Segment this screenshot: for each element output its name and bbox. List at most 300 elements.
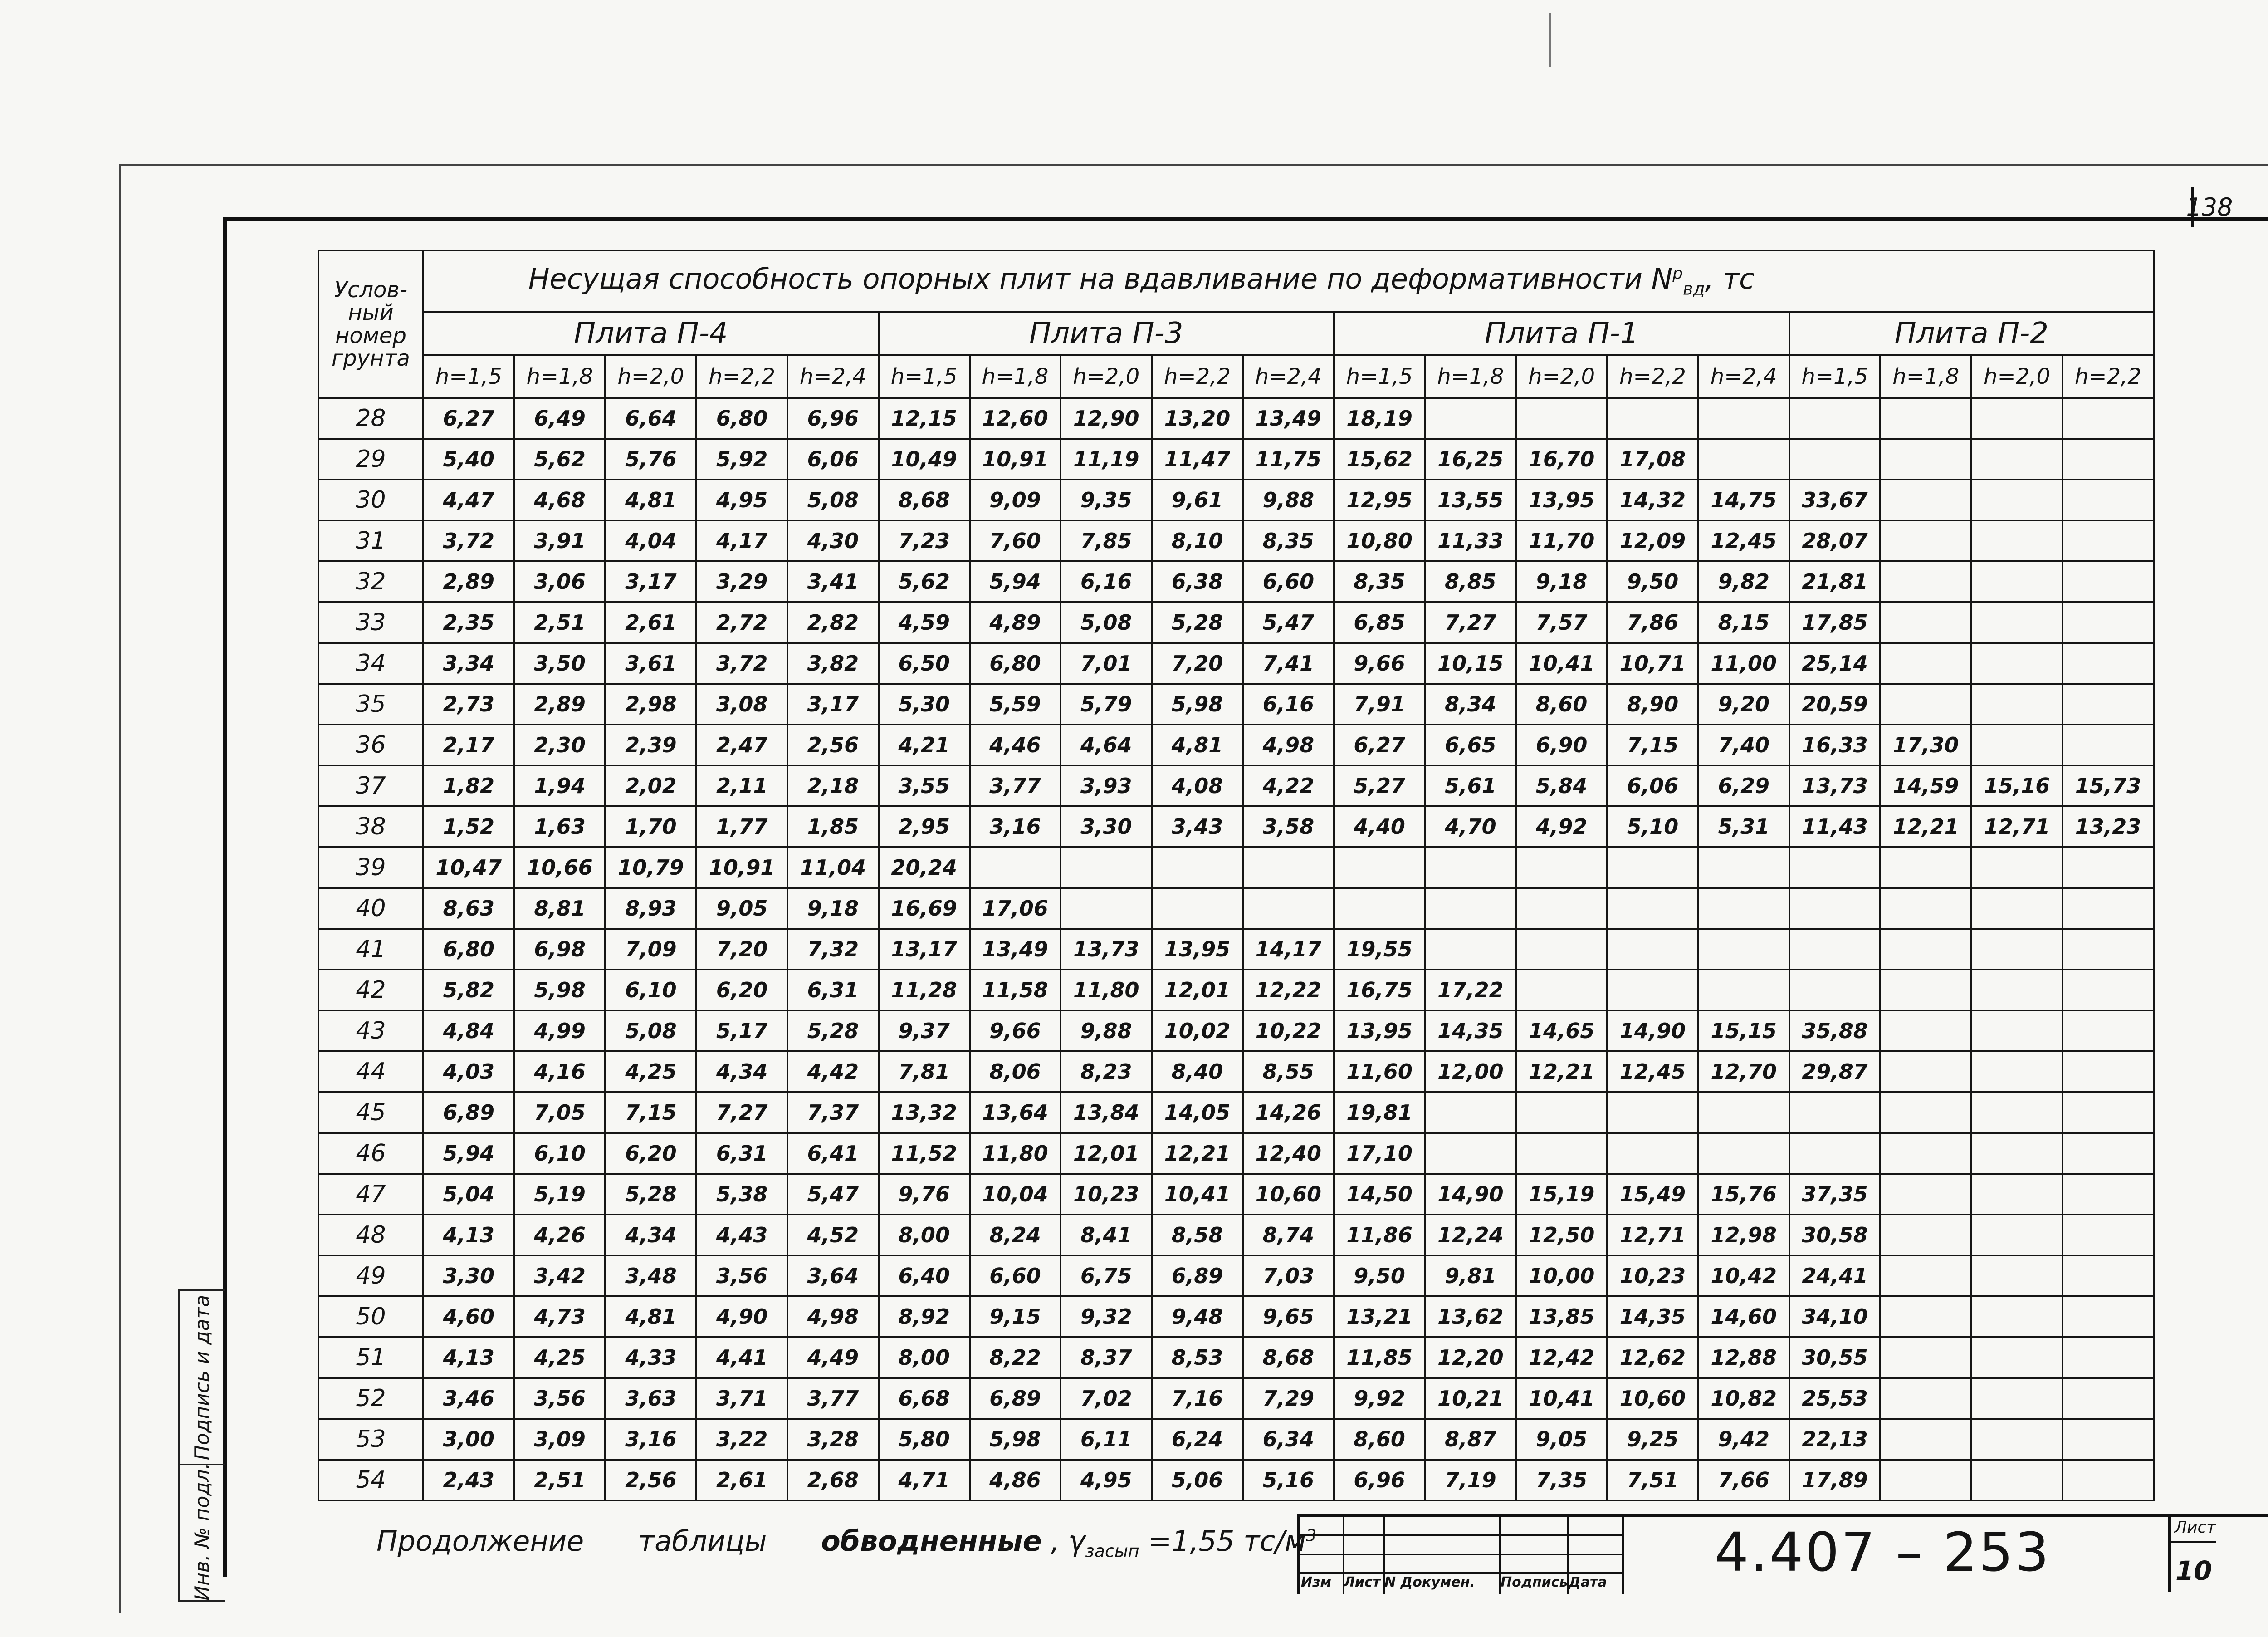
value-cell [1516, 888, 1607, 929]
value-cell: 4,22 [1243, 765, 1334, 806]
value-cell: 2,73 [423, 684, 514, 725]
value-cell: 11,60 [1334, 1051, 1425, 1092]
value-cell: 12,21 [1516, 1051, 1607, 1092]
value-cell: 3,08 [696, 684, 787, 725]
value-cell: 1,77 [696, 806, 787, 847]
value-cell: 6,96 [1334, 1460, 1425, 1500]
value-cell: 7,03 [1243, 1255, 1334, 1296]
value-cell: 13,95 [1152, 929, 1243, 970]
value-cell: 12,15 [879, 398, 970, 439]
value-cell: 2,17 [423, 725, 514, 765]
value-cell: 7,23 [879, 520, 970, 561]
value-cell [1789, 1092, 1881, 1133]
value-cell: 12,20 [1425, 1337, 1516, 1378]
height-column-header: h=2,0 [1516, 355, 1607, 398]
soil-number: 32 [318, 561, 423, 602]
soil-number: 33 [318, 602, 423, 643]
value-cell [1971, 480, 2063, 520]
value-cell: 1,63 [514, 806, 606, 847]
value-cell: 6,41 [787, 1133, 879, 1174]
value-cell [2063, 725, 2154, 765]
value-cell: 3,30 [1061, 806, 1152, 847]
value-cell: 8,24 [970, 1215, 1061, 1255]
value-cell: 12,42 [1516, 1337, 1607, 1378]
value-cell [2063, 398, 2154, 439]
value-cell: 8,06 [970, 1051, 1061, 1092]
value-cell: 11,80 [1061, 970, 1152, 1010]
value-cell: 19,81 [1334, 1092, 1425, 1133]
value-cell: 8,00 [879, 1215, 970, 1255]
value-cell: 12,22 [1243, 970, 1334, 1010]
value-cell: 3,28 [787, 1419, 879, 1460]
table-row [318, 684, 2154, 725]
value-cell: 10,60 [1243, 1174, 1334, 1215]
value-cell: 6,31 [787, 970, 879, 1010]
table-row [318, 1092, 2154, 1133]
value-cell: 12,45 [1607, 1051, 1698, 1092]
height-column-header: h=1,5 [1789, 355, 1881, 398]
value-cell: 4,25 [514, 1337, 606, 1378]
value-cell: 4,68 [514, 480, 606, 520]
caption-value: =1,55 тс/м [1148, 1524, 1306, 1558]
value-cell: 10,79 [605, 847, 696, 888]
value-cell: 9,82 [1698, 561, 1789, 602]
value-cell: 8,35 [1243, 520, 1334, 561]
value-cell: 4,49 [787, 1337, 879, 1378]
value-cell: 10,49 [879, 439, 970, 480]
value-cell: 9,61 [1152, 480, 1243, 520]
value-cell: 1,85 [787, 806, 879, 847]
rev-label-document: N Докумен. [1384, 1574, 1475, 1590]
value-cell [2063, 643, 2154, 684]
value-cell: 12,45 [1698, 520, 1789, 561]
value-cell: 21,81 [1789, 561, 1881, 602]
value-cell [1698, 1092, 1789, 1133]
value-cell [1425, 398, 1516, 439]
value-cell: 7,20 [1152, 643, 1243, 684]
value-cell: 15,19 [1516, 1174, 1607, 1215]
value-cell [1516, 398, 1607, 439]
value-cell: 7,20 [696, 929, 787, 970]
value-cell: 33,67 [1789, 480, 1881, 520]
height-column-header: h=2,0 [1971, 355, 2063, 398]
value-cell: 1,82 [423, 765, 514, 806]
value-cell: 13,49 [1243, 398, 1334, 439]
value-cell: 11,80 [970, 1133, 1061, 1174]
value-cell [2063, 1092, 2154, 1133]
soil-number: 44 [318, 1051, 423, 1092]
value-cell: 17,30 [1880, 725, 1971, 765]
table-row [318, 970, 2154, 1010]
value-cell: 8,53 [1152, 1337, 1243, 1378]
value-cell [1880, 1215, 1971, 1255]
value-cell: 7,91 [1334, 684, 1425, 725]
rev-label-date: Дата [1569, 1574, 1607, 1590]
value-cell [1516, 847, 1607, 888]
value-cell: 4,84 [423, 1010, 514, 1051]
value-cell: 7,15 [605, 1092, 696, 1133]
caption-gamma: , γ [1051, 1524, 1085, 1558]
value-cell [1971, 520, 2063, 561]
value-cell: 3,93 [1061, 765, 1152, 806]
value-cell: 5,38 [696, 1174, 787, 1215]
value-cell: 2,68 [787, 1460, 879, 1500]
value-cell: 4,13 [423, 1337, 514, 1378]
value-cell: 8,22 [970, 1337, 1061, 1378]
value-cell: 3,82 [787, 643, 879, 684]
value-cell: 7,27 [1425, 602, 1516, 643]
value-cell: 4,46 [970, 725, 1061, 765]
value-cell [1880, 643, 1971, 684]
value-cell [1971, 847, 2063, 888]
plate-group-header: Плита П-3 [879, 312, 1334, 355]
value-cell: 4,34 [696, 1051, 787, 1092]
value-cell [1971, 1174, 2063, 1215]
value-cell: 8,55 [1243, 1051, 1334, 1092]
value-cell: 8,34 [1425, 684, 1516, 725]
value-cell [1061, 888, 1152, 929]
value-cell: 3,17 [605, 561, 696, 602]
soil-number: 47 [318, 1174, 423, 1215]
caption-gamma-sub: засып [1085, 1541, 1139, 1561]
value-cell: 1,70 [605, 806, 696, 847]
value-cell: 13,95 [1516, 480, 1607, 520]
value-cell: 3,64 [787, 1255, 879, 1296]
soil-number: 51 [318, 1337, 423, 1378]
value-cell: 5,17 [696, 1010, 787, 1051]
value-cell: 4,16 [514, 1051, 606, 1092]
value-cell: 3,91 [514, 520, 606, 561]
value-cell [1971, 1296, 2063, 1337]
table-title-sup: р [1672, 264, 1683, 283]
value-cell: 12,50 [1516, 1215, 1607, 1255]
value-cell: 4,98 [1243, 725, 1334, 765]
value-cell: 13,64 [970, 1092, 1061, 1133]
value-cell [1971, 929, 2063, 970]
value-cell: 4,43 [696, 1215, 787, 1255]
value-cell [1971, 1051, 2063, 1092]
value-cell: 11,43 [1789, 806, 1881, 847]
value-cell: 8,85 [1425, 561, 1516, 602]
value-cell: 11,47 [1152, 439, 1243, 480]
value-cell: 13,55 [1425, 480, 1516, 520]
value-cell: 11,19 [1061, 439, 1152, 480]
category-header: Услов-ный номер грунта [318, 250, 423, 398]
value-cell: 3,61 [605, 643, 696, 684]
height-column-header: h=1,8 [1425, 355, 1516, 398]
value-cell [1698, 888, 1789, 929]
table-row [318, 1378, 2154, 1419]
table-row [318, 1215, 2154, 1255]
value-cell: 4,25 [605, 1051, 696, 1092]
value-cell: 1,52 [423, 806, 514, 847]
side-stamp-inventory-cell [180, 1463, 225, 1601]
value-cell: 7,51 [1607, 1460, 1698, 1500]
value-cell: 5,08 [605, 1010, 696, 1051]
value-cell: 7,29 [1243, 1378, 1334, 1419]
table-row [318, 806, 2154, 847]
value-cell [2063, 1133, 2154, 1174]
value-cell: 9,25 [1607, 1419, 1698, 1460]
value-cell: 11,85 [1334, 1337, 1425, 1378]
value-cell [1425, 1092, 1516, 1133]
value-cell: 2,95 [879, 806, 970, 847]
value-cell [1971, 1092, 2063, 1133]
value-cell: 5,98 [514, 970, 606, 1010]
value-cell: 4,33 [605, 1337, 696, 1378]
value-cell: 17,89 [1789, 1460, 1881, 1500]
value-cell: 7,66 [1698, 1460, 1789, 1500]
value-cell: 4,42 [787, 1051, 879, 1092]
value-cell [2063, 1051, 2154, 1092]
value-cell [1789, 970, 1881, 1010]
value-cell: 6,24 [1152, 1419, 1243, 1460]
table-row [318, 520, 2154, 561]
value-cell: 6,75 [1061, 1255, 1152, 1296]
height-column-header: h=2,4 [1698, 355, 1789, 398]
value-cell: 10,23 [1061, 1174, 1152, 1215]
value-cell: 6,34 [1243, 1419, 1334, 1460]
value-cell: 6,89 [970, 1378, 1061, 1419]
value-cell [1880, 602, 1971, 643]
value-cell: 9,88 [1243, 480, 1334, 520]
value-cell: 17,06 [970, 888, 1061, 929]
value-cell: 9,20 [1698, 684, 1789, 725]
value-cell: 10,91 [970, 439, 1061, 480]
value-cell: 5,08 [787, 480, 879, 520]
value-cell: 5,28 [605, 1174, 696, 1215]
value-cell: 10,41 [1516, 643, 1607, 684]
value-cell [1880, 561, 1971, 602]
value-cell: 4,71 [879, 1460, 970, 1500]
value-cell: 16,33 [1789, 725, 1881, 765]
value-cell [1880, 1337, 1971, 1378]
value-cell: 14,60 [1698, 1296, 1789, 1337]
value-cell: 9,32 [1061, 1296, 1152, 1337]
scan-mark [1549, 13, 1551, 67]
soil-number: 34 [318, 643, 423, 684]
value-cell: 14,05 [1152, 1092, 1243, 1133]
value-cell [1607, 847, 1698, 888]
soil-number: 35 [318, 684, 423, 725]
value-cell: 14,75 [1698, 480, 1789, 520]
value-cell [1425, 929, 1516, 970]
value-cell: 8,92 [879, 1296, 970, 1337]
value-cell: 17,85 [1789, 602, 1881, 643]
value-cell [1971, 602, 2063, 643]
value-cell: 9,76 [879, 1174, 970, 1215]
value-cell: 2,72 [696, 602, 787, 643]
value-cell [1789, 1133, 1881, 1174]
height-column-header: h=1,5 [423, 355, 514, 398]
value-cell: 12,24 [1425, 1215, 1516, 1255]
value-cell [1880, 520, 1971, 561]
value-cell: 4,90 [696, 1296, 787, 1337]
value-cell: 2,61 [605, 602, 696, 643]
value-cell: 8,41 [1061, 1215, 1152, 1255]
value-cell [1607, 929, 1698, 970]
height-column-header: h=2,2 [2063, 355, 2154, 398]
value-cell [2063, 439, 2154, 480]
value-cell: 6,16 [1243, 684, 1334, 725]
value-cell: 2,02 [605, 765, 696, 806]
value-cell [1607, 398, 1698, 439]
value-cell [2063, 1460, 2154, 1500]
value-cell: 5,62 [514, 439, 606, 480]
soil-number: 29 [318, 439, 423, 480]
value-cell [1607, 1133, 1698, 1174]
value-cell: 6,68 [879, 1378, 970, 1419]
soil-number: 54 [318, 1460, 423, 1500]
height-column-header: h=1,5 [1334, 355, 1425, 398]
table-row [318, 1174, 2154, 1215]
value-cell [1971, 1133, 2063, 1174]
height-column-header: h=2,2 [1607, 355, 1698, 398]
value-cell: 9,92 [1334, 1378, 1425, 1419]
value-cell [1425, 1133, 1516, 1174]
value-cell: 3,63 [605, 1378, 696, 1419]
value-cell: 14,50 [1334, 1174, 1425, 1215]
value-cell: 3,72 [696, 643, 787, 684]
value-cell: 13,62 [1425, 1296, 1516, 1337]
value-cell: 3,29 [696, 561, 787, 602]
table-row [318, 602, 2154, 643]
value-cell [1880, 1296, 1971, 1337]
height-column-header: h=2,2 [696, 355, 787, 398]
value-cell [1971, 1215, 2063, 1255]
value-cell: 4,30 [787, 520, 879, 561]
side-stamp-inventory-label: Инв. № подл. [191, 1463, 214, 1601]
value-cell [1152, 888, 1243, 929]
value-cell: 9,42 [1698, 1419, 1789, 1460]
value-cell: 2,56 [605, 1460, 696, 1500]
value-cell: 6,10 [514, 1133, 606, 1174]
value-cell: 6,89 [423, 1092, 514, 1133]
value-cell: 2,82 [787, 602, 879, 643]
value-cell: 16,25 [1425, 439, 1516, 480]
value-cell: 3,34 [423, 643, 514, 684]
value-cell: 8,60 [1334, 1419, 1425, 1460]
value-cell: 8,23 [1061, 1051, 1152, 1092]
table-row [318, 725, 2154, 765]
value-cell: 13,95 [1334, 1010, 1425, 1051]
value-cell: 16,69 [879, 888, 970, 929]
value-cell: 25,14 [1789, 643, 1881, 684]
value-cell: 6,06 [787, 439, 879, 480]
value-cell: 4,81 [605, 1296, 696, 1337]
value-cell: 4,92 [1516, 806, 1607, 847]
value-cell [1880, 1010, 1971, 1051]
value-cell: 15,76 [1698, 1174, 1789, 1215]
value-cell: 4,81 [605, 480, 696, 520]
value-cell [1971, 684, 2063, 725]
value-cell: 5,59 [970, 684, 1061, 725]
value-cell [1971, 1419, 2063, 1460]
value-cell [1425, 888, 1516, 929]
value-cell: 8,63 [423, 888, 514, 929]
value-cell: 8,35 [1334, 561, 1425, 602]
value-cell: 12,60 [970, 398, 1061, 439]
value-cell [1880, 1378, 1971, 1419]
value-cell: 5,27 [1334, 765, 1425, 806]
value-cell: 14,35 [1607, 1296, 1698, 1337]
value-cell: 9,18 [787, 888, 879, 929]
value-cell: 6,06 [1607, 765, 1698, 806]
value-cell [1516, 1092, 1607, 1133]
value-cell: 12,70 [1698, 1051, 1789, 1092]
value-cell [1971, 1010, 2063, 1051]
value-cell: 5,94 [423, 1133, 514, 1174]
value-cell [1607, 1092, 1698, 1133]
table-row [318, 1051, 2154, 1092]
value-cell: 6,38 [1152, 561, 1243, 602]
value-cell: 5,61 [1425, 765, 1516, 806]
value-cell: 7,16 [1152, 1378, 1243, 1419]
value-cell: 6,85 [1334, 602, 1425, 643]
value-cell: 14,26 [1243, 1092, 1334, 1133]
side-stamp-signature-label: Подпись и дата [191, 1294, 214, 1461]
value-cell: 2,35 [423, 602, 514, 643]
value-cell: 9,15 [970, 1296, 1061, 1337]
value-cell: 4,86 [970, 1460, 1061, 1500]
soil-number: 43 [318, 1010, 423, 1051]
value-cell: 37,35 [1789, 1174, 1881, 1215]
value-cell: 4,13 [423, 1215, 514, 1255]
value-cell: 18,19 [1334, 398, 1425, 439]
value-cell: 2,61 [696, 1460, 787, 1500]
value-cell: 15,73 [2063, 765, 2154, 806]
table-row [318, 1010, 2154, 1051]
value-cell: 12,71 [1971, 806, 2063, 847]
value-cell: 9,18 [1516, 561, 1607, 602]
value-cell: 9,50 [1607, 561, 1698, 602]
value-cell: 4,04 [605, 520, 696, 561]
value-cell [970, 847, 1061, 888]
value-cell: 14,17 [1243, 929, 1334, 970]
value-cell: 7,57 [1516, 602, 1607, 643]
value-cell: 9,05 [696, 888, 787, 929]
value-cell: 6,27 [423, 398, 514, 439]
value-cell [1334, 847, 1425, 888]
value-cell: 3,06 [514, 561, 606, 602]
value-cell: 6,50 [879, 643, 970, 684]
value-cell: 9,09 [970, 480, 1061, 520]
value-cell [1880, 1051, 1971, 1092]
table-row [318, 643, 2154, 684]
value-cell [1243, 847, 1334, 888]
value-cell: 5,10 [1607, 806, 1698, 847]
value-cell: 10,00 [1516, 1255, 1607, 1296]
value-cell: 3,77 [787, 1378, 879, 1419]
soil-number: 49 [318, 1255, 423, 1296]
table-row [318, 398, 2154, 439]
soil-number: 37 [318, 765, 423, 806]
bearing-capacity-table [318, 250, 2155, 1501]
value-cell: 12,90 [1061, 398, 1152, 439]
value-cell: 2,43 [423, 1460, 514, 1500]
value-cell: 5,92 [696, 439, 787, 480]
value-cell: 9,66 [970, 1010, 1061, 1051]
table-row [318, 1337, 2154, 1378]
table-caption [376, 1524, 1316, 1561]
value-cell: 6,80 [696, 398, 787, 439]
soil-number: 53 [318, 1419, 423, 1460]
height-column-header: h=2,0 [605, 355, 696, 398]
value-cell: 8,00 [879, 1337, 970, 1378]
value-cell: 13,23 [2063, 806, 2154, 847]
value-cell: 6,98 [514, 929, 606, 970]
value-cell: 4,81 [1152, 725, 1243, 765]
